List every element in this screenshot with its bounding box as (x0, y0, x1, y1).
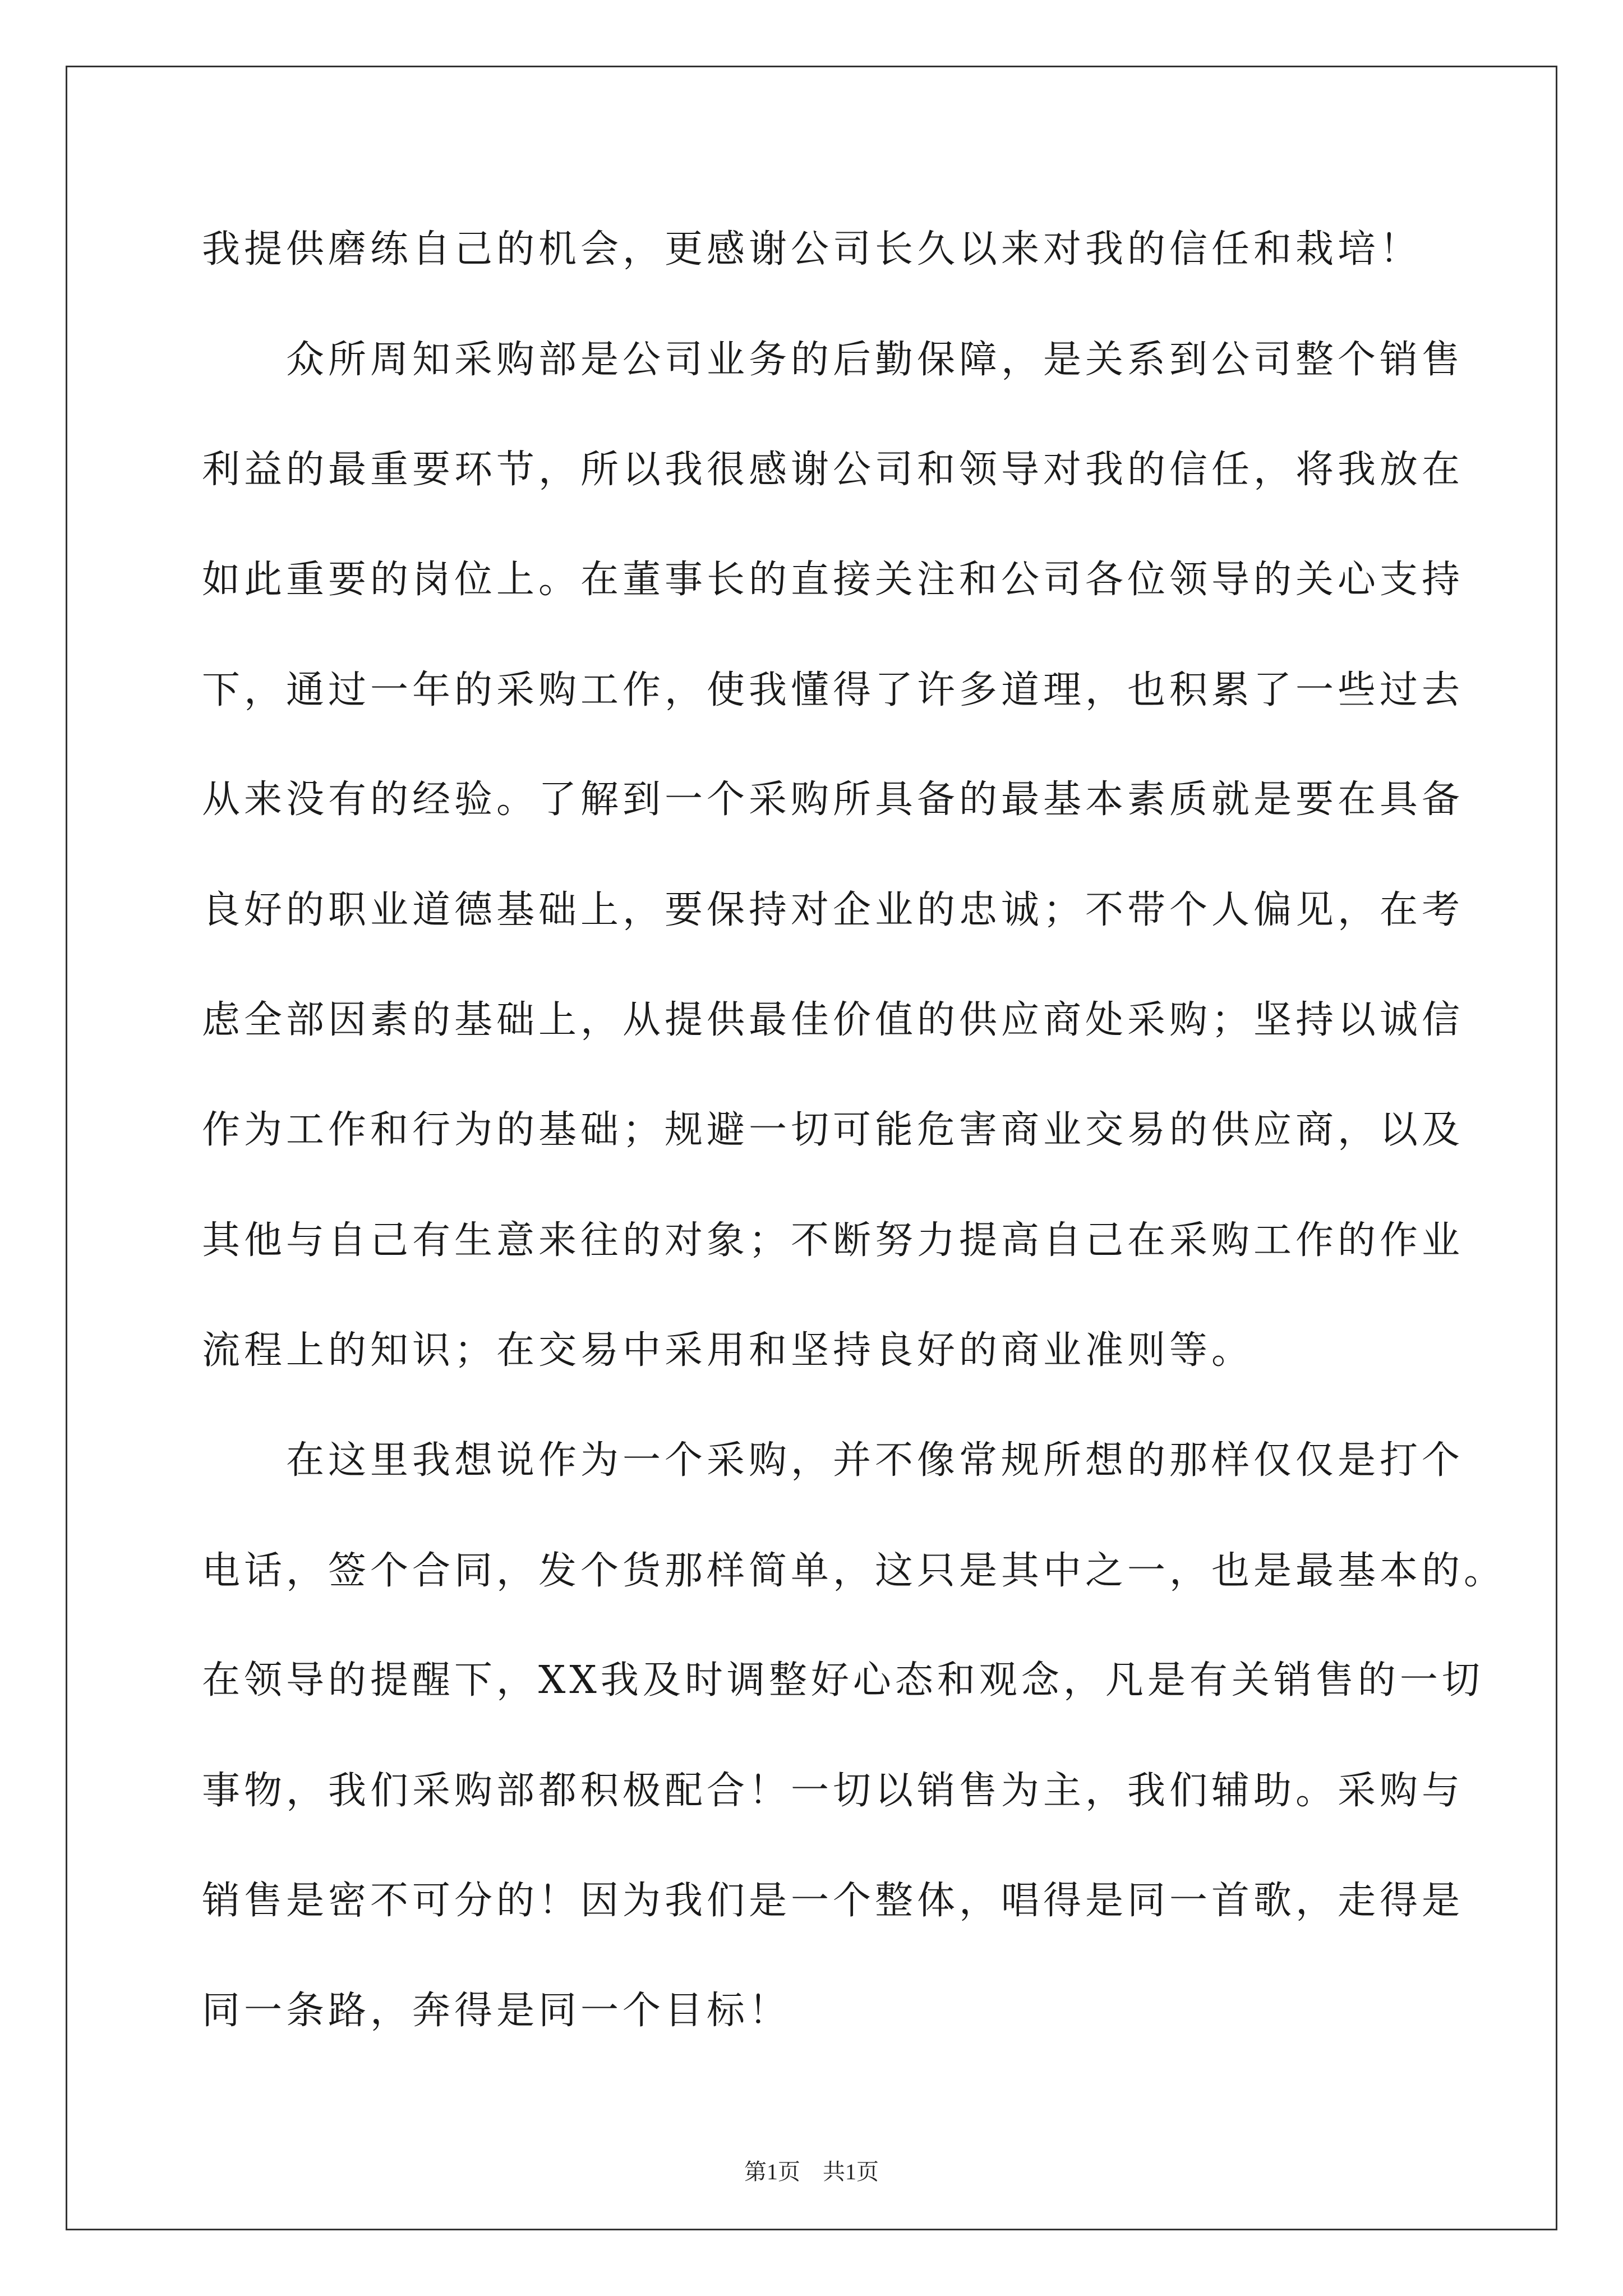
text-line: 下，通过一年的采购工作，使我懂得了许多道理，也积累了一些过去 (202, 668, 1464, 712)
text-line: 从来没有的经验。了解到一个采购所具备的最基本素质就是要在具备 (202, 777, 1464, 822)
text-line: 我提供磨练自己的机会，更感谢公司长久以来对我的信任和栽培！ (202, 227, 1422, 272)
text-line: 良好的职业道德基础上，要保持对企业的忠诚；不带个人偏见，在考 (202, 888, 1464, 932)
text-line: 众所周知采购部是公司业务的后勤保障，是关系到公司整个销售 (202, 338, 1464, 382)
text-line: 销售是密不可分的！因为我们是一个整体，唱得是同一首歌，走得是 (202, 1879, 1464, 1923)
text-line: 虑全部因素的基础上，从提供最佳价值的供应商处采购；坚持以诚信 (202, 998, 1464, 1042)
text-line: 事物，我们采购部都积极配合！一切以销售为主，我们辅助。采购与 (202, 1769, 1464, 1813)
text-line: 同一条路，奔得是同一个目标！ (202, 1989, 791, 2033)
page-footer: 第1页 共1页 (744, 2159, 879, 2184)
text-line: 电话，签个合同，发个货那样简单，这只是其中之一，也是最基本的。 (202, 1549, 1506, 1593)
text-line: 利益的最重要环节，所以我很感谢公司和领导对我的信任，将我放在 (202, 448, 1464, 492)
text-line: 在这里我想说作为一个采购，并不像常规所想的那样仅仅是打个 (202, 1438, 1464, 1483)
text-line: 在领导的提醒下，XX我及时调整好心态和观念，凡是有关销售的一切 (202, 1658, 1484, 1703)
text-line: 流程上的知识；在交易中采用和坚持良好的商业准则等。 (202, 1328, 1254, 1373)
text-line: 其他与自己有生意来往的对象；不断努力提高自己在采购工作的作业 (202, 1218, 1464, 1263)
text-line: 如此重要的岗位上。在董事长的直接关注和公司各位领导的关心支持 (202, 558, 1464, 602)
text-line: 作为工作和行为的基础；规避一切可能危害商业交易的供应商，以及 (202, 1108, 1464, 1152)
